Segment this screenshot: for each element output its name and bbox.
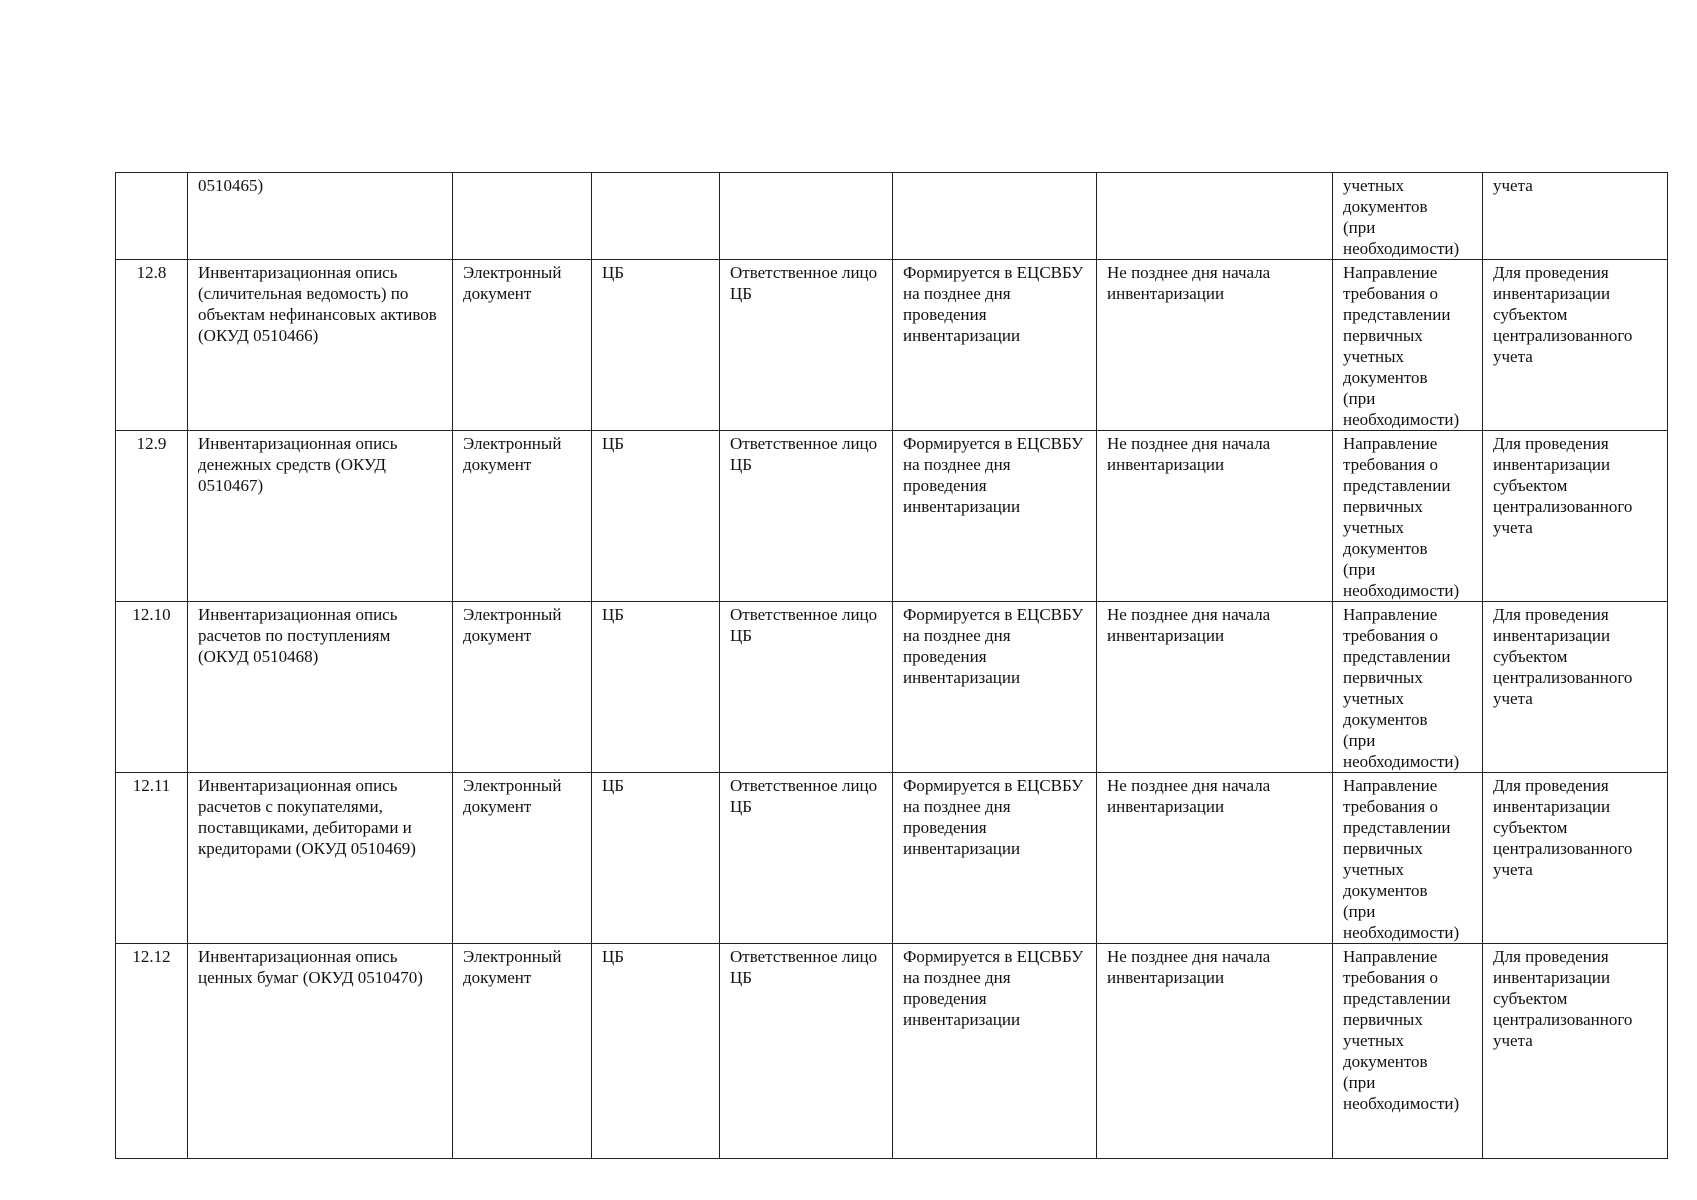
formation-cell: Формируется в ЕЦСВБУ на позднее дня проведения инвентаризации [893,431,1097,602]
table-row [116,773,1668,944]
row-number-cell: 12.12 [116,944,188,1159]
table-row [116,602,1668,773]
document-name-cell: Инвентаризационная опись расчетов с покупателями, поставщиками, дебиторами и кредиторами (ОКУД 0510469) [188,773,453,944]
purpose-line: субъектом [1493,989,1568,1008]
row-number-cell: 12.9 [116,431,188,602]
purpose-line: Для проведения [1493,605,1609,624]
action-line: необходимости) [1343,239,1460,258]
executor-cell: ЦБ [592,944,720,1159]
row-number-cell: 12.11 [116,773,188,944]
purpose-line: учета [1493,176,1533,195]
responsible-person-cell [720,173,893,260]
action-cell [1333,944,1483,1159]
action-line: учетных [1343,347,1405,366]
action-line: требования о [1343,284,1438,303]
action-line: необходимости) [1343,581,1460,600]
action-line: Направление [1343,263,1438,282]
purpose-cell [1483,260,1668,431]
deadline-cell: Не позднее дня начала инвентаризации [1097,260,1333,431]
purpose-line: учета [1493,689,1533,708]
action-line: (при [1343,902,1376,921]
responsible-person-cell: Ответственное лицо ЦБ [720,944,893,1159]
action-line: требования о [1343,797,1438,816]
executor-cell [592,173,720,260]
action-cell [1333,173,1483,260]
purpose-cell [1483,173,1668,260]
action-line: документов [1343,368,1428,387]
purpose-line: централизованного [1493,668,1633,687]
formation-cell: Формируется в ЕЦСВБУ на позднее дня проведения инвентаризации [893,260,1097,431]
purpose-line: субъектом [1493,818,1568,837]
purpose-line: учета [1493,518,1533,537]
document-table [115,172,1668,1159]
action-line: (при [1343,731,1376,750]
action-line: учетных [1343,860,1405,879]
responsible-person-cell: Ответственное лицо ЦБ [720,773,893,944]
action-line: первичных [1343,326,1423,345]
action-cell [1333,260,1483,431]
purpose-line: централизованного [1493,326,1633,345]
action-line: учетных [1343,176,1405,195]
document-type-cell: Электронный документ [453,431,592,602]
table-row [116,260,1668,431]
row-number-cell: 12.8 [116,260,188,431]
deadline-cell: Не позднее дня начала инвентаризации [1097,773,1333,944]
purpose-line: учета [1493,347,1533,366]
document-name-cell: Инвентаризационная опись (сличительная ведомость) по объектам нефинансовых активов (ОКУД 0510466) [188,260,453,431]
action-line: необходимости) [1343,410,1460,429]
purpose-line: централизованного [1493,839,1633,858]
action-line: представлении [1343,647,1451,666]
document-name-cell: Инвентаризационная опись денежных средств (ОКУД 0510467) [188,431,453,602]
action-line: документов [1343,197,1428,216]
purpose-line: инвентаризации [1493,626,1611,645]
document-name-cell: Инвентаризационная опись ценных бумаг (ОКУД 0510470) [188,944,453,1159]
action-line: представлении [1343,818,1451,837]
purpose-line: субъектом [1493,476,1568,495]
executor-cell: ЦБ [592,602,720,773]
action-line: необходимости) [1343,923,1460,942]
action-line: представлении [1343,305,1451,324]
document-type-cell [453,173,592,260]
document-type-cell: Электронный документ [453,944,592,1159]
purpose-line: централизованного [1493,1010,1633,1029]
action-line: первичных [1343,1010,1423,1029]
formation-cell: Формируется в ЕЦСВБУ на позднее дня проведения инвентаризации [893,773,1097,944]
formation-cell: Формируется в ЕЦСВБУ на позднее дня проведения инвентаризации [893,602,1097,773]
action-line: требования о [1343,626,1438,645]
executor-cell: ЦБ [592,773,720,944]
action-line: документов [1343,881,1428,900]
action-line: Направление [1343,947,1438,966]
purpose-cell [1483,431,1668,602]
action-line: учетных [1343,518,1405,537]
action-line: первичных [1343,668,1423,687]
purpose-cell [1483,602,1668,773]
purpose-line: Для проведения [1493,434,1609,453]
purpose-cell [1483,944,1668,1159]
deadline-cell [1097,173,1333,260]
action-line: Направление [1343,434,1438,453]
action-cell [1333,431,1483,602]
action-line: необходимости) [1343,1094,1460,1113]
purpose-line: инвентаризации [1493,968,1611,987]
executor-cell: ЦБ [592,431,720,602]
action-line: учетных [1343,689,1405,708]
purpose-line: Для проведения [1493,263,1609,282]
purpose-line: субъектом [1493,647,1568,666]
document-type-cell: Электронный документ [453,260,592,431]
action-cell [1333,773,1483,944]
action-line: требования о [1343,968,1438,987]
action-line: первичных [1343,839,1423,858]
action-line: первичных [1343,497,1423,516]
action-line: учетных [1343,1031,1405,1050]
table-row [116,431,1668,602]
action-line: представлении [1343,476,1451,495]
action-line: (при [1343,560,1376,579]
deadline-cell: Не позднее дня начала инвентаризации [1097,602,1333,773]
table-row [116,944,1668,1159]
action-line: Направление [1343,776,1438,795]
document-type-cell: Электронный документ [453,602,592,773]
purpose-line: централизованного [1493,497,1633,516]
purpose-line: Для проведения [1493,947,1609,966]
row-number-cell: 12.10 [116,602,188,773]
purpose-line: инвентаризации [1493,284,1611,303]
purpose-line: инвентаризации [1493,455,1611,474]
deadline-cell: Не позднее дня начала инвентаризации [1097,431,1333,602]
action-line: документов [1343,539,1428,558]
formation-cell [893,173,1097,260]
document-name-cell: Инвентаризационная опись расчетов по поступлениям (ОКУД 0510468) [188,602,453,773]
action-line: Направление [1343,605,1438,624]
formation-cell: Формируется в ЕЦСВБУ на позднее дня проведения инвентаризации [893,944,1097,1159]
row-number-cell [116,173,188,260]
table-row [116,173,1668,260]
deadline-cell: Не позднее дня начала инвентаризации [1097,944,1333,1159]
executor-cell: ЦБ [592,260,720,431]
responsible-person-cell: Ответственное лицо ЦБ [720,431,893,602]
document-name-cell: 0510465) [188,173,453,260]
purpose-line: Для проведения [1493,776,1609,795]
purpose-line: учета [1493,1031,1533,1050]
purpose-line: учета [1493,860,1533,879]
purpose-cell [1483,773,1668,944]
action-line: (при [1343,218,1376,237]
action-line: представлении [1343,989,1451,1008]
action-line: требования о [1343,455,1438,474]
action-line: документов [1343,1052,1428,1071]
responsible-person-cell: Ответственное лицо ЦБ [720,260,893,431]
action-line: документов [1343,710,1428,729]
action-line: (при [1343,1073,1376,1092]
document-type-cell: Электронный документ [453,773,592,944]
responsible-person-cell: Ответственное лицо ЦБ [720,602,893,773]
purpose-line: инвентаризации [1493,797,1611,816]
action-line: необходимости) [1343,752,1460,771]
purpose-line: субъектом [1493,305,1568,324]
action-cell [1333,602,1483,773]
action-line: (при [1343,389,1376,408]
